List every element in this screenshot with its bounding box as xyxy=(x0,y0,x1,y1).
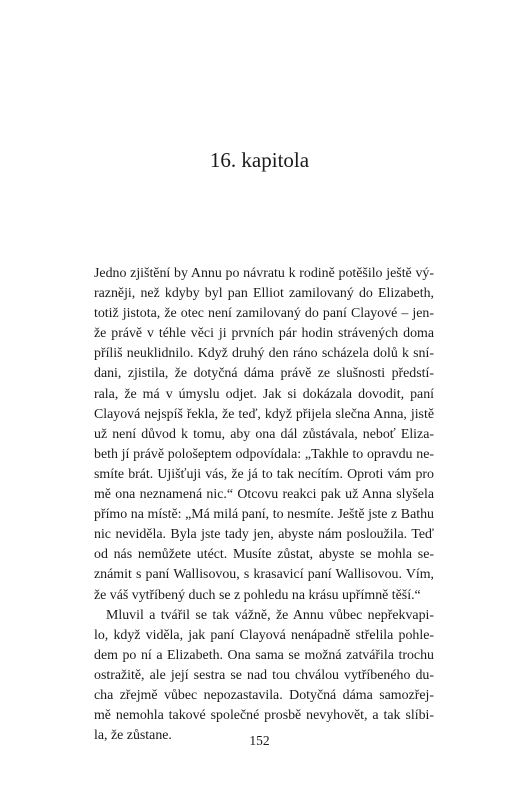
text-line: la, že zůstane. xyxy=(94,728,172,744)
text-line: mě ona neznamená nic.“ Otcovu reakci pak už Anna slyšela xyxy=(94,487,434,503)
text-line: cha zřejmě vůbec nepozastavila. Dotyčná dáma samozřej- xyxy=(94,687,434,703)
text-line: rala, že má v úmyslu odjet. Jak si dokázala dovodit, paní xyxy=(94,386,434,402)
text-line: beth jí právě pološeptem odpovídala: „Takhle to opravdu ne- xyxy=(94,446,434,462)
text-line: Clayová nejspíš řekla, že teď, když přijela slečna Anna, jistě xyxy=(94,406,434,422)
text-line: nic neviděla. Byla jste tady jen, abyste nám posloužila. Teď xyxy=(94,527,434,543)
page-number: 152 xyxy=(249,733,270,748)
text-line: lo, když viděla, jak paní Clayová nenápadně střelila pohle- xyxy=(94,627,434,643)
text-line: od nás nemůžete utéct. Musíte zůstat, abyste se mohla se- xyxy=(94,547,434,563)
text-line: razněji, než kdyby byl pan Elliot zamilovaný do Elizabeth, xyxy=(94,286,434,302)
text-line: příliš neuklidnilo. Když druhý den ráno scházela dolů k sní- xyxy=(94,346,434,362)
text-line: smíte brát. Ujišťuji vás, že já to tak necítím. Oproti vám pro xyxy=(94,466,434,482)
chapter-title: 16. kapitola xyxy=(209,148,310,172)
text-line: že váš vytříbený duch se z pohledu na krásu upřímně těší.“ xyxy=(94,587,421,603)
text-line: už není důvod k tomu, aby ona dál zůstávala, neboť Eliza- xyxy=(94,426,434,442)
text-line: Jedno zjištění by Annu po návratu k rodině potěšilo ještě vý- xyxy=(94,266,434,281)
text-line: že právě v téhle věci ji prvních pár hodin strávených doma xyxy=(94,326,434,342)
text-line: známit s paní Wallisovou, s krasavicí paní Wallisovou. Vím, xyxy=(94,567,434,583)
text-line: přímo na místě: „Má milá paní, to nesmíte. Ještě jste z Bathu xyxy=(94,507,434,523)
text-line: dem po ní a Elizabeth. Ona sama se možná zatvářila trochu xyxy=(94,647,434,663)
text-line: totiž jistota, že otec není zamilovaný do paní Clayové – jen- xyxy=(94,306,434,322)
text-line: Mluvil a tvářil se tak vážně, že Annu vůbec nepřekvapi- xyxy=(106,607,434,623)
text-line: ostražitě, ale její sestra se nad tou chválou vytříbeného du- xyxy=(94,667,434,683)
text-line: mě nemohla takové společné prosbě nevyhovět, a tak slíbi- xyxy=(94,708,434,724)
text-line: dani, zjistila, že dotyčná dáma právě ze slušnosti předstí- xyxy=(94,366,434,382)
body-text xyxy=(94,264,434,746)
